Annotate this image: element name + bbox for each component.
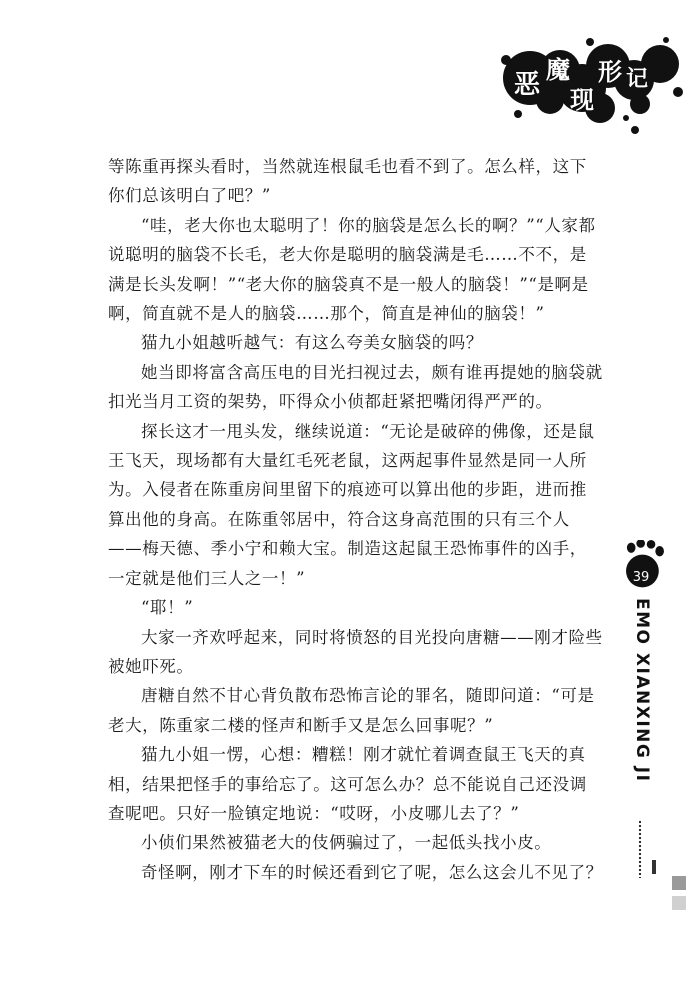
corner-square <box>672 876 686 890</box>
logo-char: 形 <box>598 58 622 86</box>
logo-char: 魔 <box>546 56 570 84</box>
paragraph: 小侦们果然被猫老大的伎俩骗过了，一起低头找小皮。 <box>141 833 552 853</box>
paragraph: 探长这才一甩头发，继续说道：“无论是破碎的佛像，还是鼠王飞天，现场都有大量红毛死老鼠，这两起事件显然是同一人所为。入侵者在陈重房间里留下的痕迹可以算出他的步距，进而推算出他的身高。在陈重邻居中，符合这身高范围的只有三个人——梅天德、季小宁和赖大宝。制造这起鼠王恐怖事件的凶手，一定就是他们三人之一！” <box>108 421 595 588</box>
logo-char: 记 <box>626 67 649 92</box>
paragraph: 奇怪啊，刚才下车的时候还看到它了呢，怎么这会儿不见了？ <box>141 862 603 882</box>
corner-square <box>672 896 686 910</box>
logo-char: 现 <box>570 86 594 114</box>
spine-title: EMO XIANXING JI <box>632 598 652 783</box>
paragraph: 她当即将富含高压电的目光扫视过去，颇有谁再提她的脑袋就扣光当月工资的架势，吓得众小侦都赶紧把嘴闭得严严的。 <box>108 362 603 412</box>
dotted-line <box>638 820 642 878</box>
spine-title-block <box>632 598 656 868</box>
book-title-logo <box>490 30 690 140</box>
logo-char: 恶 <box>514 70 541 100</box>
paragraph: 猫九小姐越听越气：有这么夸美女脑袋的吗？ <box>141 333 483 353</box>
paragraph: “哇，老大你也太聪明了！你的脑袋是怎么长的啊？”“人家都说聪明的脑袋不长毛，老大你是聪明的脑袋满是毛……不不，是满是长头发啊！”“老大你的脑袋真不是一般人的脑袋！”“是啊是啊，简直就不是人的脑袋……那个，简直是神仙的脑袋！” <box>108 215 596 324</box>
page-body-text <box>108 152 603 887</box>
paragraph: “耶！” <box>141 598 194 618</box>
paragraph: 大家一齐欢呼起来，同时将愤怒的目光投向唐糖——刚才险些被她吓死。 <box>108 627 603 676</box>
margin-line <box>652 860 656 874</box>
paragraph: 唐糖自然不甘心背负散布恐怖言论的罪名，随即问道：“可是老大，陈重家二楼的怪声和断手又是怎么回事呢？” <box>108 686 595 735</box>
page-number: 39 <box>632 570 650 585</box>
paragraph: 猫九小姐一愣，心想：糟糕！刚才就忙着调查鼠王飞天的真相，结果把怪手的事给忘了。这可怎么办？总不能说自己还没调查呢吧。只好一脸镇定地说：“哎呀，小皮哪儿去了？” <box>108 745 587 823</box>
paragraph: 等陈重再探头看时，当然就连根鼠毛也看不到了。怎么样，这下你们总该明白了吧？” <box>108 157 587 206</box>
